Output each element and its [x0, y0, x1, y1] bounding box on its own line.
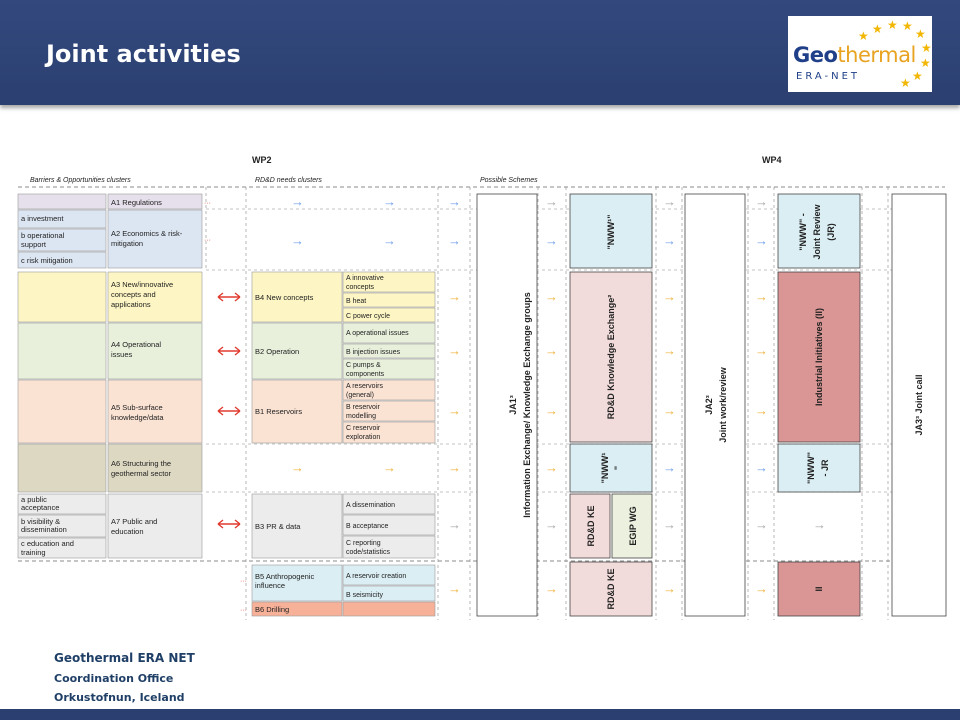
bottom-bar: [0, 709, 960, 720]
a3-left-box: [18, 272, 106, 322]
ja1-label-1: JA1³: [508, 395, 518, 415]
logo-star-icon: ★: [902, 19, 913, 33]
b2-sub-b-label: B injection issues: [346, 349, 401, 356]
footer-location: Orkustofnun, Iceland: [54, 691, 185, 704]
flow-arrow-icon: →: [448, 581, 461, 596]
flow-arrow-icon: →: [448, 233, 461, 248]
nww-jr-a6-label-1: "NWW": [806, 451, 816, 485]
flow-arrow-icon: →: [383, 460, 396, 475]
flow-arrow-icon: →: [755, 517, 768, 532]
b4-label: B4 New concepts: [255, 293, 314, 302]
b1-sub-b-label-1: B reservoir: [346, 404, 380, 411]
logo-star-icon: ★: [920, 56, 931, 70]
wp2-label: WP2: [252, 155, 272, 165]
flow-arrow-icon: →: [813, 517, 826, 532]
flow-arrow-icon: →: [663, 343, 676, 358]
footer-organization: Geothermal ERA NET: [54, 651, 195, 665]
flow-arrow-icon: →: [291, 194, 304, 209]
flow-arrow-icon: →: [291, 233, 304, 248]
nww-a6-label-1: "NWW¹: [600, 452, 610, 484]
flow-arrow-icon: →: [448, 517, 461, 532]
ja2-label-2: Joint work/review: [718, 367, 728, 443]
b4-sub-c-label: C power cycle: [346, 313, 390, 320]
flow-arrow-icon: →: [663, 289, 676, 304]
b3-label: B3 PR & data: [255, 522, 301, 531]
a1-label: A1 Regulations: [111, 198, 162, 207]
a7-sub-c-label-2: training: [21, 548, 46, 557]
egip-wg-label: EGIP WG: [628, 506, 638, 546]
a7-sub-c-label-1: c education and: [21, 539, 74, 548]
footer-office: Coordination Office: [54, 672, 174, 685]
flow-arrow-icon: →: [755, 194, 768, 209]
flow-arrow-icon: →: [545, 581, 558, 596]
logo-star-icon: ★: [858, 29, 869, 43]
logo-thermal: thermal: [837, 43, 916, 67]
flow-arrow-icon: →: [448, 289, 461, 304]
flow-arrow-icon: →: [545, 517, 558, 532]
logo-star-icon: ★: [912, 69, 923, 83]
flow-arrow-icon: →: [545, 233, 558, 248]
a6-label-1: A6 Structuring the: [111, 459, 172, 468]
b4-sub-a-label-1: A innovative: [346, 275, 384, 282]
slide-title: Joint activities: [46, 40, 241, 68]
b3-sub-c-label-1: C reporting: [346, 540, 381, 547]
a7-sub-b-label-1: b visibility &: [21, 517, 61, 526]
b1-sub-a-label-2: (general): [346, 392, 375, 399]
b1-sub-c-label-2: exploration: [346, 434, 381, 441]
b1-sub-b-label-2: modelling: [346, 413, 376, 420]
b5-sub-a-label: A reservoir creation: [346, 573, 407, 580]
flow-arrow-icon: →: [545, 289, 558, 304]
flow-arrow-icon: →: [291, 460, 304, 475]
flow-arrow-icon: →: [755, 289, 768, 304]
b6-sub-box: [343, 602, 435, 616]
a6-box: [108, 444, 202, 492]
ii-b5-label: II: [814, 586, 824, 592]
a1-dot-connector: ···: [204, 200, 211, 207]
a4-left-box: [18, 323, 106, 379]
wp4-label: WP4: [762, 155, 782, 165]
flow-arrow-icon: →: [545, 403, 558, 418]
a4-label-1: A4 Operational: [111, 340, 162, 349]
a2-dot-connector: ···: [204, 237, 211, 244]
nww-joint-review-label-3: (JR): [826, 223, 836, 241]
flow-arrow-icon: →: [448, 403, 461, 418]
b3-sub-a-label: A dissemination: [346, 502, 396, 509]
flow-arrow-icon: →: [755, 343, 768, 358]
flow-arrow-icon: →: [545, 343, 558, 358]
flow-arrow-icon: →: [663, 517, 676, 532]
a2-label-2: mitigation: [111, 239, 144, 248]
flow-arrow-icon: →: [383, 233, 396, 248]
b2-sub-c-label-2: components: [346, 371, 385, 378]
flow-arrow-icon: →: [663, 460, 676, 475]
flow-arrow-icon: →: [755, 460, 768, 475]
b6-dot-connector: ···: [240, 607, 247, 614]
flow-arrow-icon: →: [545, 194, 558, 209]
b3-sub-b-label: B acceptance: [346, 523, 389, 530]
a2-sub-c-label: c risk mitigation: [21, 256, 73, 265]
logo-star-icon: ★: [921, 41, 932, 55]
ja2-box: [685, 194, 745, 616]
b5-dot-connector: ···: [240, 578, 247, 585]
flow-arrow-icon: →: [663, 194, 676, 209]
b1-sub-a-label-1: A reservoirs: [346, 383, 383, 390]
flow-arrow-icon: →: [663, 403, 676, 418]
a2-sub-b-label-1: b operational: [21, 231, 65, 240]
a3-label-2: concepts and: [111, 290, 156, 299]
a7-sub-a-label-1: a public: [21, 495, 47, 504]
a6-left-box: [18, 444, 106, 492]
a4-b2-link-arrow: [218, 347, 240, 355]
nww-jr-a6-box: [778, 444, 860, 492]
b2-sub-c-label-1: C pumps &: [346, 362, 381, 369]
b5-label-2: influence: [255, 581, 286, 590]
ja1-label-2: Information Exchange/ Knowledge Exchange groups: [522, 292, 532, 518]
a2-sub-b-label-2: support: [21, 240, 47, 249]
a7-sub-b-label-2: dissemination: [21, 525, 67, 534]
b5-label-1: B5 Anthropogenic: [255, 572, 315, 581]
flow-arrow-icon: →: [448, 460, 461, 475]
b3-sub-c-label-2: code/statistics: [346, 549, 390, 556]
nww-joint-review-label-2: Joint Review: [812, 204, 822, 260]
flow-arrow-icon: →: [663, 581, 676, 596]
logo-era-net: ERA-NET: [796, 71, 860, 82]
industrial-initiatives-label: Industrial Initiatives (II): [814, 307, 824, 407]
b4-sub-b-label: B heat: [346, 298, 367, 305]
rdd-knowledge-exchange-label: RD&D Knowledge Exchange²: [606, 294, 616, 420]
a3-b4-link-arrow: [218, 293, 240, 301]
nww-a6-box: [570, 444, 652, 492]
a2-label-1: A2 Economics & risk-: [111, 229, 183, 238]
flow-arrow-icon: →: [663, 233, 676, 248]
nww-a6-label-2: ": [613, 465, 623, 471]
a7-b3-link-arrow: [218, 520, 240, 528]
b1-label: B1 Reservoirs: [255, 407, 303, 416]
nww-jr-a6-label-2: - JR: [820, 459, 830, 477]
flow-arrow-icon: →: [545, 460, 558, 475]
ja3-label: JA3³ Joint call: [914, 374, 924, 436]
b2-label: B2 Operation: [255, 347, 300, 356]
b2-sub-a-label: A operational issues: [346, 330, 409, 337]
a5-label-1: A5 Sub-surface: [111, 403, 163, 412]
a5-left-box: [18, 380, 106, 443]
logo-star-icon: ★: [915, 27, 926, 41]
logo-star-icon: ★: [872, 22, 883, 36]
rdd-ke-b5-label: RD&D KE: [606, 568, 616, 610]
nww-a1a2-label: "NWW¹": [606, 214, 616, 250]
a7-label-1: A7 Public and: [111, 517, 158, 526]
flow-arrow-icon: →: [448, 194, 461, 209]
a3-label-1: A3 New/innovative: [111, 280, 174, 289]
a5-b1-link-arrow: [218, 407, 240, 415]
logo-star-icon: ★: [887, 18, 898, 32]
a7-label-2: education: [111, 527, 144, 536]
flow-arrow-icon: →: [755, 581, 768, 596]
flow-arrow-icon: →: [383, 194, 396, 209]
rdd-needs-heading: RD&D needs clusters: [255, 177, 322, 184]
flow-arrow-icon: →: [755, 403, 768, 418]
a4-label-2: issues: [111, 350, 133, 359]
logo-geo: Geo: [793, 43, 838, 67]
nww-joint-review-label-1: "NWW" -: [798, 213, 808, 251]
a1-sub-box: [18, 194, 106, 209]
a7-sub-a-label-2: acceptance: [21, 503, 60, 512]
a5-label-2: knowledge/data: [111, 413, 164, 422]
b5-sub-b-label: B seismicity: [346, 592, 383, 599]
barriers-heading: Barriers & Opportunities clusters: [30, 177, 131, 184]
ja2-label-1: JA2³: [704, 395, 714, 415]
a3-label-3: applications: [111, 300, 151, 309]
flow-arrow-icon: →: [755, 233, 768, 248]
possible-schemes-heading: Possible Schemes: [480, 177, 538, 184]
logo-star-icon: ★: [900, 76, 911, 90]
rdd-ke-a7-label: RD&D KE: [586, 505, 596, 547]
a6-label-2: geothermal sector: [111, 469, 172, 478]
a7-box: [108, 494, 202, 558]
b4-sub-a-label-2: concepts: [346, 284, 375, 291]
b6-label: B6 Drilling: [255, 605, 290, 614]
a2-sub-a-label: a investment: [21, 214, 64, 223]
flow-arrow-icon: →: [448, 343, 461, 358]
b1-sub-c-label-1: C reservoir: [346, 425, 381, 432]
